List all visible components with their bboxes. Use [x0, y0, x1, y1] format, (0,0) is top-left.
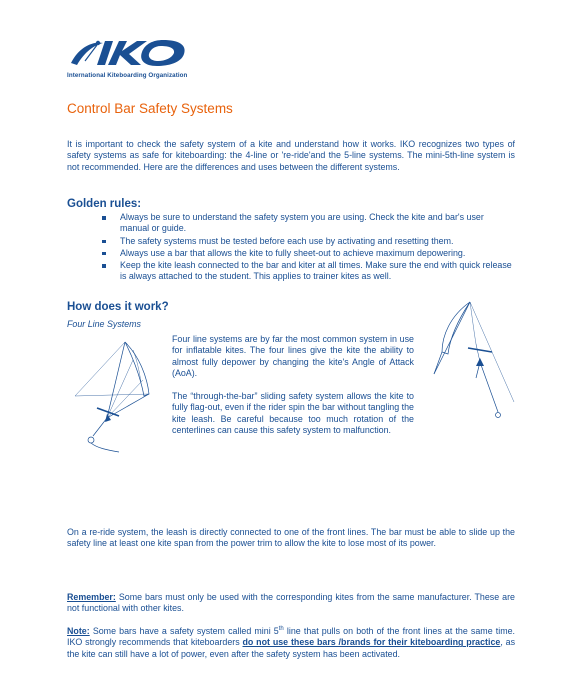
remember-label: Remember: — [67, 592, 116, 602]
note-label: Note: — [67, 626, 90, 636]
kite-powered-diagram — [67, 336, 167, 458]
reride-paragraph: On a re-ride system, the leash is directly connected to one of the front lines. The bar must be able to slide up the safety line at least one kite span from the power trim to allow the kite to lose most of its power. — [67, 527, 515, 549]
list-item: The safety systems must be tested before each use by activating and resetting them. — [100, 236, 515, 247]
note-emphasis: do not use these bars /brands for their kiteboarding practice — [242, 637, 501, 648]
intro-paragraph: It is important to check the safety system of a kite and understand how it works. IKO recognizes two types of safety systems as safe for kiteboarding: the 4-line or 're-ride'and the 5-line systems. The mini-5th-line system is not recommended. Here are the differences and uses between the different systems. — [67, 139, 515, 172]
list-item: Always be sure to understand the safety system you are using. Check the kite and bar's user manual or guide. — [100, 212, 515, 235]
list-item: Keep the kite leash connected to the bar and kiter at all times. Make sure the end with quick release is always attached to the student. This applies to trainer kites as well. — [100, 260, 515, 283]
note-text-c: , as the kite can still have a lot of power, even after the safety system has been activated. — [67, 637, 516, 659]
note-text-a: Some bars have a safety system called mini 5 — [89, 626, 279, 636]
iko-logo-letters — [97, 40, 185, 66]
four-line-paragraph-2: The “through-the-bar” sliding safety system allows the kite to fully flag-out, even if the rider spin the bar without tangling the kite leash. Be careful because too much rotation of the centerlines can cause this safety system to malfunction. — [172, 391, 414, 435]
kite-flagged-diagram — [410, 296, 525, 434]
remember-paragraph — [67, 592, 515, 615]
list-item: Always use a bar that allows the kite to fully sheet-out to achieve maximum depowering. — [100, 248, 515, 259]
kiter-silhouette-icon — [71, 41, 103, 65]
golden-rules-list — [100, 212, 515, 284]
how-heading: How does it work? — [67, 301, 169, 313]
four-line-subheading: Four Line Systems — [67, 319, 141, 329]
golden-rules-heading: Golden rules: — [67, 198, 142, 210]
remember-text: Some bars must only be used with the corresponding kites from the same manufacturer. These are not functional with other kites. — [67, 592, 515, 614]
note-paragraph — [67, 626, 515, 660]
note-text-b: line that pulls on both of the front lines at the same time. IKO strongly recommends that kiteboarders — [67, 626, 515, 648]
logo-tagline: International Kiteboarding Organization — [67, 72, 188, 79]
page-title: Control Bar Safety Systems — [67, 101, 233, 116]
four-line-paragraph-1: Four line systems are by far the most common system in use for inflatable kites. The four lines give the kite the ability to almost fully depower by changing the kite's Angle of Attack (AoA). — [172, 334, 414, 378]
note-superscript: th — [278, 626, 284, 633]
